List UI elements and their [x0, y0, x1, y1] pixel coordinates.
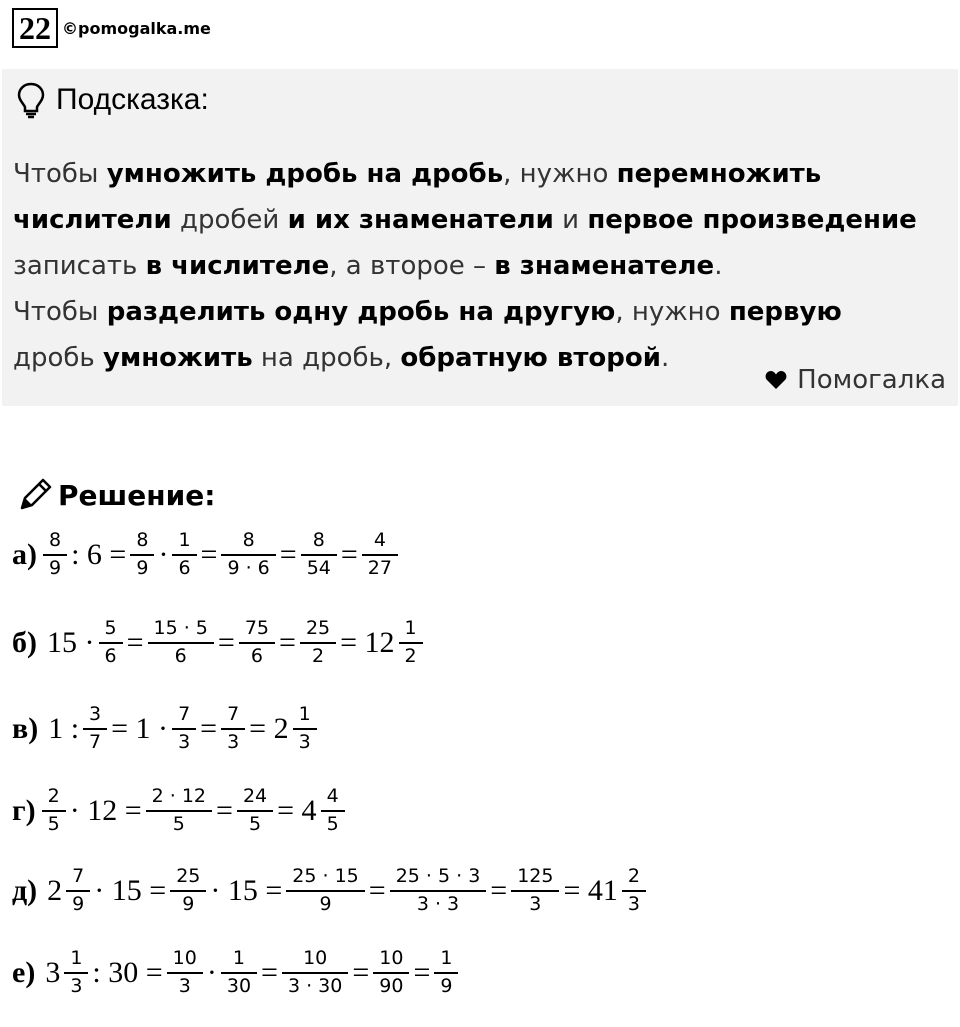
numerator: 1: [298, 703, 311, 725]
fraction: [224, 530, 272, 580]
denominator: 3: [293, 728, 317, 754]
numerator: 10: [303, 947, 328, 969]
fraction: [69, 866, 87, 916]
denominator: 7: [83, 728, 107, 754]
fraction: [175, 704, 193, 754]
fraction: [151, 618, 211, 668]
row-label: в): [12, 711, 39, 745]
hint-text-segment: .: [714, 251, 723, 281]
numerator: 3: [89, 703, 102, 725]
denominator: 9: [66, 890, 90, 916]
hint-emphasis: в знаменателе: [494, 251, 715, 281]
numerator: 125: [517, 865, 554, 887]
denominator: 6: [148, 642, 214, 668]
fraction: [173, 866, 203, 916]
fraction: [376, 948, 406, 998]
expression-term: =: [490, 873, 508, 907]
expression-term: = 1 ·: [111, 711, 169, 745]
denominator: 5: [321, 810, 345, 836]
solution-row: [12, 530, 398, 580]
hint-emphasis: перемножить: [616, 159, 822, 189]
task-number: 22: [12, 8, 58, 48]
fraction: [240, 786, 270, 836]
signature: [765, 365, 946, 395]
expression-term: =: [261, 955, 278, 989]
hint-line: [13, 243, 953, 289]
fraction: [437, 948, 455, 998]
fraction: [402, 618, 420, 668]
numerator: 15 · 5: [153, 617, 208, 639]
fraction: [170, 948, 200, 998]
fraction: [133, 530, 151, 580]
solution-heading: [16, 476, 215, 514]
numerator: 5: [104, 617, 117, 639]
fraction: [303, 618, 333, 668]
hint-emphasis: первое произведение: [587, 205, 917, 235]
numerator: 2 · 12: [151, 785, 207, 807]
row-label: б): [12, 625, 37, 659]
denominator: 6: [172, 554, 196, 580]
hint-emphasis: обратную второй: [400, 343, 661, 373]
pencil-icon: [16, 476, 54, 514]
denominator: 9: [43, 554, 67, 580]
expression-term: =: [126, 625, 144, 659]
denominator: 6: [239, 642, 275, 668]
denominator: 9 · 6: [221, 554, 275, 580]
hint-emphasis: умножить: [103, 343, 253, 373]
expression-term: =: [216, 793, 233, 827]
hint-text-segment: , а второе –: [329, 251, 495, 281]
numerator: 24: [242, 785, 268, 807]
hint-text-segment: , нужно: [615, 297, 729, 327]
expression-term: =: [340, 537, 358, 571]
expression-term: : 6 =: [71, 537, 127, 571]
solution-row: [12, 786, 345, 836]
denominator: 27: [362, 554, 398, 580]
denominator: 54: [301, 554, 337, 580]
expression-term: =: [352, 955, 370, 989]
hint-text-segment: дробей: [171, 205, 288, 235]
hint-emphasis: умножить дробь на дробь: [106, 159, 504, 189]
denominator: 90: [373, 972, 409, 998]
denominator: 5: [237, 810, 273, 836]
numerator: 1: [70, 947, 83, 969]
denominator: 9: [130, 554, 154, 580]
fraction: [285, 948, 345, 998]
numerator: 25: [176, 865, 201, 887]
hint-text-segment: записать: [13, 251, 146, 281]
numerator: 10: [172, 947, 197, 969]
denominator: 2: [300, 642, 336, 668]
fraction: [289, 866, 361, 916]
denominator: 6: [99, 642, 123, 668]
expression-term: =: [217, 625, 235, 659]
expression-term: · 15 =: [210, 873, 283, 907]
solution-row: [12, 948, 458, 998]
fraction: [149, 786, 209, 836]
denominator: 5: [146, 810, 212, 836]
expression-term: 15 ·: [47, 625, 95, 659]
hint-emphasis: разделить одну дробь на другую: [106, 297, 616, 327]
numerator: 4: [326, 785, 339, 807]
fraction: [242, 618, 272, 668]
fraction: [365, 530, 395, 580]
heart-icon: [765, 370, 787, 390]
denominator: 3 · 30: [282, 972, 348, 998]
lightbulb-icon: [16, 81, 46, 119]
hint-text-segment: на дробь,: [252, 343, 401, 373]
hint-title: Подсказка:: [56, 83, 209, 116]
numerator: 2: [627, 865, 640, 887]
hint-text-segment: , нужно: [503, 159, 617, 189]
hint-text-segment: и: [553, 205, 588, 235]
row-label: а): [12, 537, 37, 571]
expression-term: ·: [206, 955, 217, 989]
expression-term: =: [413, 955, 431, 989]
numerator: 1: [232, 947, 245, 969]
numerator: 25 · 15: [292, 865, 359, 887]
expression-term: 3: [45, 955, 61, 989]
hint-text-segment: Чтобы: [13, 159, 107, 189]
solution-row: [12, 866, 646, 916]
brand-watermark: ©pomogalka.me: [62, 18, 211, 38]
hint-emphasis: и их знаменатели: [287, 205, 554, 235]
hint-line: [13, 197, 953, 243]
numerator: 1: [178, 529, 191, 551]
numerator: 4: [373, 529, 386, 551]
hint-text: [13, 151, 953, 381]
denominator: 9: [286, 890, 364, 916]
fraction: [46, 530, 64, 580]
hint-text-segment: Чтобы: [13, 297, 107, 327]
fraction: [86, 704, 104, 754]
fraction: [296, 704, 314, 754]
expression-term: 1 :: [48, 711, 80, 745]
expression-term: · 12 =: [69, 793, 142, 827]
numerator: 1: [404, 617, 417, 639]
denominator: 3: [64, 972, 88, 998]
denominator: 3: [221, 728, 245, 754]
expression-term: = 12: [340, 625, 395, 659]
hint-text-segment: .: [660, 343, 670, 373]
numerator: 25 · 5 · 3: [395, 865, 481, 887]
solution-row: [12, 618, 423, 668]
numerator: 10: [379, 947, 404, 969]
denominator: 3: [172, 728, 196, 754]
numerator: 7: [72, 865, 85, 887]
numerator: 25: [305, 617, 331, 639]
expression-term: : 30 =: [92, 955, 163, 989]
numerator: 1: [440, 947, 453, 969]
expression-term: =: [200, 711, 218, 745]
denominator: 3: [511, 890, 559, 916]
fraction: [514, 866, 556, 916]
denominator: 3: [167, 972, 203, 998]
row-label: д): [12, 873, 38, 907]
fraction: [625, 866, 643, 916]
denominator: 2: [399, 642, 423, 668]
expression-term: = 41: [563, 873, 618, 907]
header: [12, 8, 211, 48]
expression-term: ·: [158, 537, 169, 571]
fraction: [67, 948, 85, 998]
denominator: 3 · 3: [390, 890, 487, 916]
solution-row: [12, 704, 317, 754]
hint-line: [13, 289, 953, 335]
denominator: 30: [221, 972, 257, 998]
denominator: 3: [622, 890, 646, 916]
numerator: 8: [49, 529, 62, 551]
solution-title: Решение:: [58, 478, 216, 512]
expression-term: =: [279, 537, 297, 571]
numerator: 2: [47, 785, 60, 807]
numerator: 8: [242, 529, 255, 551]
hint-box: [2, 69, 958, 406]
denominator: 9: [434, 972, 458, 998]
expression-term: = 2: [249, 711, 289, 745]
signature-text: Помогалка: [797, 365, 946, 395]
fraction: [224, 948, 254, 998]
expression-term: =: [279, 625, 296, 659]
hint-line: [13, 151, 953, 197]
row-label: г): [12, 793, 36, 827]
hint-emphasis: первую: [728, 297, 842, 327]
numerator: 8: [136, 529, 149, 551]
numerator: 7: [227, 703, 240, 725]
fraction: [324, 786, 342, 836]
expression-term: = 4: [277, 793, 317, 827]
hint-emphasis: в числителе: [145, 251, 330, 281]
hint-text-segment: дробь: [13, 343, 104, 373]
denominator: 5: [42, 810, 66, 836]
hint-heading: [16, 81, 209, 119]
fraction: [45, 786, 63, 836]
denominator: 9: [170, 890, 206, 916]
fraction: [175, 530, 193, 580]
hint-emphasis: числители: [13, 205, 172, 235]
fraction: [304, 530, 334, 580]
fraction: [224, 704, 242, 754]
expression-term: =: [200, 537, 218, 571]
numerator: 8: [312, 529, 325, 551]
expression-term: · 15 =: [94, 873, 167, 907]
expression-term: 2: [47, 873, 63, 907]
row-label: е): [12, 955, 36, 989]
fraction: [102, 618, 120, 668]
fraction: [393, 866, 484, 916]
numerator: 7: [178, 703, 191, 725]
numerator: 75: [244, 617, 270, 639]
expression-term: =: [368, 873, 386, 907]
